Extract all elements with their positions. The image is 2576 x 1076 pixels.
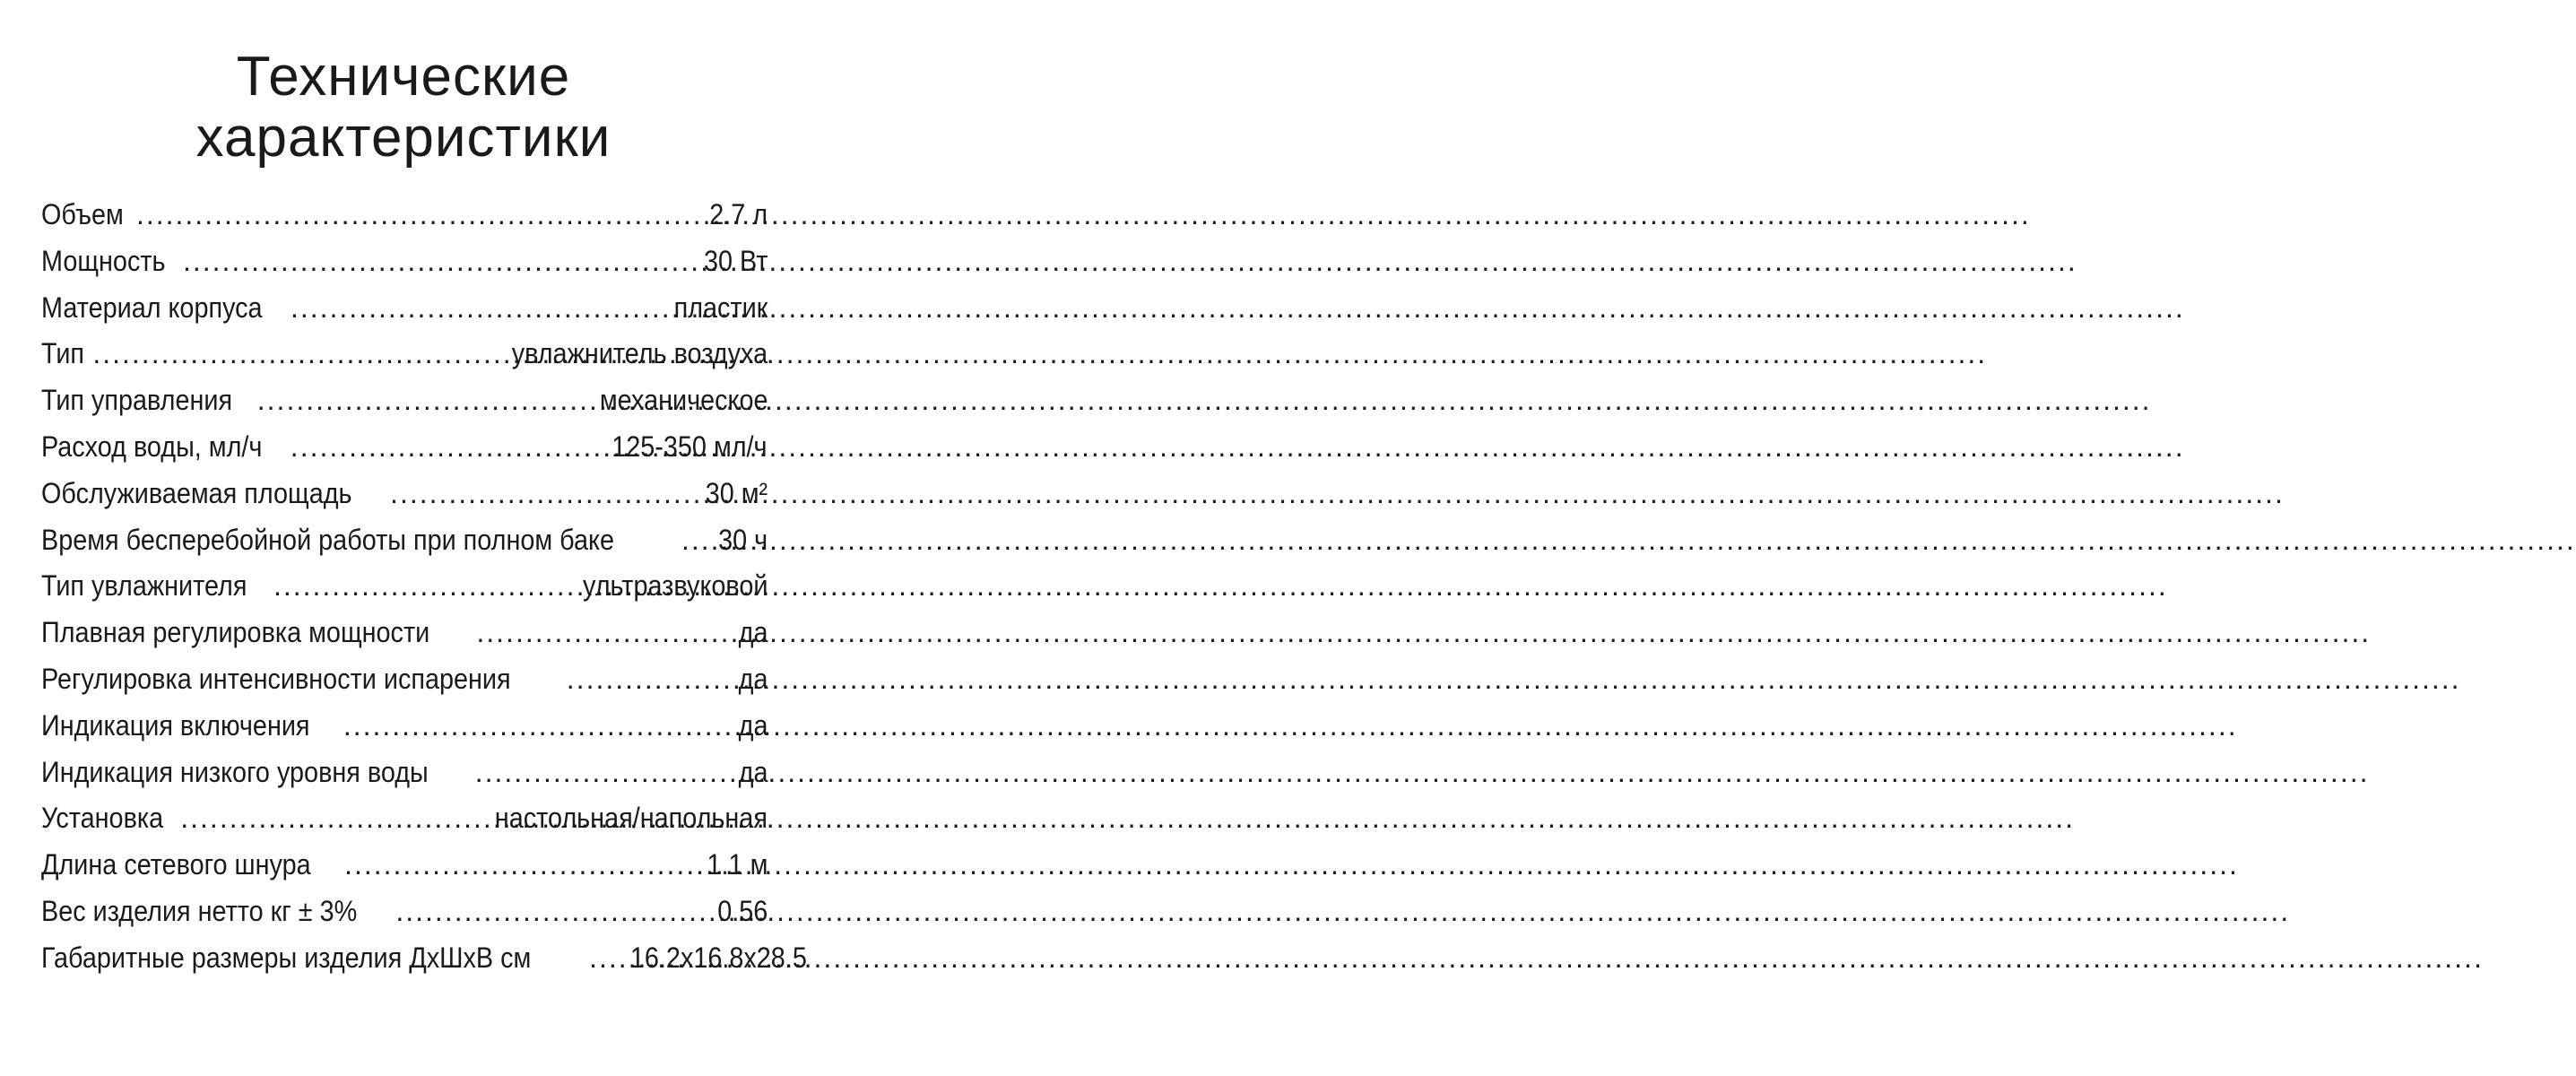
spec-value: настольная/напольная bbox=[494, 802, 768, 835]
spec-value: да bbox=[738, 616, 768, 649]
spec-row-service-area bbox=[41, 471, 768, 517]
dot-leader bbox=[180, 795, 461, 842]
dot-leader bbox=[291, 424, 592, 471]
spec-label: Мощность bbox=[41, 244, 166, 277]
spec-row-smooth-power-control bbox=[41, 610, 768, 656]
spec-value: 2.7 л bbox=[709, 198, 768, 230]
spec-value: 30 ч bbox=[717, 523, 768, 556]
spec-row-installation bbox=[41, 795, 768, 842]
dot-leader bbox=[344, 842, 697, 889]
spec-value: ультразвуковой bbox=[582, 569, 768, 603]
dot-leader bbox=[183, 239, 693, 285]
spec-label: Время бесперебойной работы при полном баке bbox=[41, 523, 614, 556]
page-title-line-1: Технические bbox=[236, 46, 571, 108]
spec-value: 30 м² bbox=[705, 476, 768, 509]
spec-value: пластик bbox=[673, 291, 768, 324]
spec-row-control-type bbox=[41, 377, 768, 424]
spec-label: Обслуживаемая площадь bbox=[41, 476, 352, 509]
page-title-line-2: характеристики bbox=[195, 107, 611, 169]
spec-row-water-consumption bbox=[41, 424, 768, 471]
spec-label: Материал корпуса bbox=[41, 291, 263, 324]
spec-row-evaporation-control bbox=[41, 656, 768, 703]
spec-row-type bbox=[41, 331, 768, 377]
spec-label: Тип bbox=[41, 337, 85, 370]
spec-row-power-indicator bbox=[41, 703, 768, 750]
spec-label: Длина сетевого шнура bbox=[41, 848, 311, 881]
dot-leader bbox=[92, 331, 480, 377]
spec-value: увлажнитель воздуха bbox=[511, 337, 768, 370]
page-title bbox=[0, 47, 807, 169]
dot-leader bbox=[589, 935, 607, 982]
spec-row-humidifier-type bbox=[41, 563, 768, 610]
dot-leader bbox=[390, 471, 695, 517]
dot-leader bbox=[291, 285, 660, 332]
dot-leader bbox=[567, 656, 732, 703]
spec-label: Регулировка интенсивности испарения bbox=[41, 662, 511, 695]
spec-label: Плавная регулировка мощности bbox=[41, 616, 430, 649]
dot-leader bbox=[273, 563, 559, 610]
spec-list bbox=[41, 192, 807, 982]
spec-label: Установка bbox=[41, 802, 164, 835]
dot-leader bbox=[395, 889, 707, 935]
dot-leader bbox=[681, 517, 709, 564]
spec-label: Габаритные размеры изделия ДхШхВ см bbox=[41, 941, 532, 974]
spec-row-cord-length bbox=[41, 842, 768, 889]
spec-row-volume bbox=[41, 192, 768, 239]
spec-label: Вес изделия нетто кг ± 3% bbox=[41, 894, 358, 927]
spec-row-runtime bbox=[41, 517, 768, 564]
dot-leader bbox=[257, 377, 577, 424]
spec-value: 16.2x16.8x28.5 bbox=[629, 941, 807, 974]
spec-value: да bbox=[738, 662, 768, 695]
spec-row-dimensions bbox=[41, 935, 807, 982]
dot-leader bbox=[343, 703, 732, 750]
spec-value: механическое bbox=[599, 384, 768, 417]
spec-label: Индикация включения bbox=[41, 708, 310, 742]
dot-leader bbox=[476, 610, 731, 656]
spec-row-net-weight bbox=[41, 889, 768, 935]
dot-leader bbox=[475, 750, 732, 796]
spec-row-power bbox=[41, 239, 768, 285]
spec-value: 0.56 bbox=[716, 894, 768, 927]
spec-label: Объем bbox=[41, 198, 124, 230]
spec-label: Тип увлажнителя bbox=[41, 569, 247, 603]
spec-value: да bbox=[738, 708, 768, 742]
spec-row-body-material bbox=[41, 285, 768, 332]
spec-value: 30 Вт bbox=[703, 244, 768, 277]
spec-label: Расход воды, мл/ч bbox=[41, 430, 263, 463]
spec-value: 125-350 мл/ч bbox=[611, 430, 768, 463]
spec-row-low-water-indicator bbox=[41, 750, 768, 796]
spec-label: Индикация низкого уровня воды bbox=[41, 755, 429, 788]
spec-label: Тип управления bbox=[41, 384, 233, 417]
spec-value: 1.1 м bbox=[707, 848, 768, 881]
spec-value: да bbox=[738, 755, 768, 788]
dot-leader bbox=[136, 192, 699, 239]
